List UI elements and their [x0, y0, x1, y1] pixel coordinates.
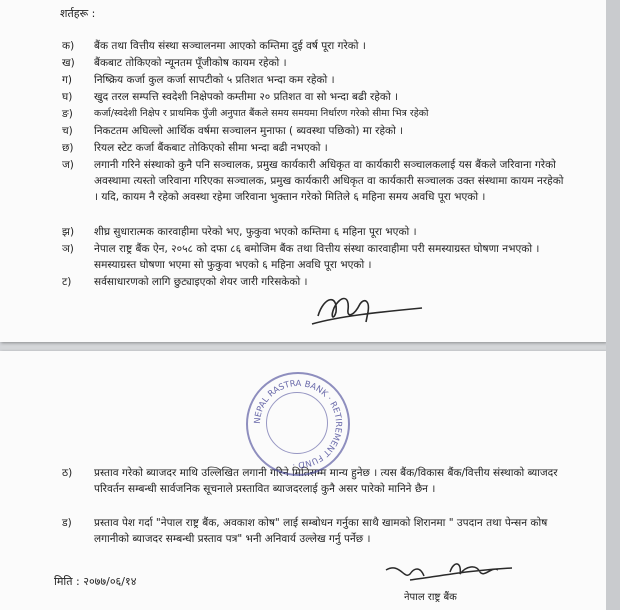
item-marker: ठ) — [62, 467, 73, 479]
handwritten-signature — [310, 286, 430, 330]
item-marker: ञ) — [62, 243, 74, 255]
item-marker: छ) — [62, 142, 74, 154]
item-marker: ङ) — [62, 108, 73, 120]
issuer-name: नेपाल राष्ट्र बैंक — [404, 592, 457, 603]
item-text: शीघ्र सुधारात्मक कारवाहीमा परेको भए, फुकुवा भएको कम्तिमा ६ महिना पूरा भएको । — [94, 226, 417, 238]
item-text: कर्जा/स्वदेशी निक्षेप र प्राथमिक पुँजी अनुपात बैंकले समय समयमा निर्धारण गरेको सीमा भित्र रहेको — [94, 108, 429, 119]
item-text: प्रस्ताव गरेको ब्याजदर माथि उल्लिखित लगानी गरिने मितिसम्म मान्य हुनेछ । त्यस बैंक/विकास बैंक/वित्तीय संस्थाको ब्याजदर परिवर्तन सम्बन्धी सार्वजनिक सूचनाले प्रस्तावित ब्याजदरलाई कुनै असर पारेको मानिने छैन । — [94, 467, 558, 495]
svg-text:NEPAL RASTRA BANK · RETIREMENT: NEPAL RASTRA BANK · RETIREMENT FUND · — [252, 378, 344, 470]
page-edge — [606, 0, 620, 610]
issuer-signature — [380, 558, 520, 592]
conditions-heading: शर्तहरू : — [60, 7, 96, 20]
item-marker: ट) — [62, 276, 72, 288]
stamp-lettering — [248, 374, 348, 474]
item-marker: झ) — [62, 226, 75, 238]
item-text: रियल स्टेट कर्जा बैंकबाट तोकिएको सीमा भन्दा बढी नभएको । — [94, 142, 328, 154]
item-text: बैंक तथा वित्तीय संस्था सञ्चालनमा आएको कम्तिमा दुई वर्ष पूरा गरेको । — [94, 40, 366, 52]
item-marker: ड) — [62, 517, 72, 529]
item-marker: ज) — [62, 159, 74, 171]
item-text: निष्क्रिय कर्जा कुल कर्जा सापटीको ५ प्रतिशत भन्दा कम रहेको । — [94, 74, 335, 86]
item-text: निकटतम अघिल्लो आर्थिक वर्षमा सञ्चालन मुनाफा ( ब्यवस्था पछिको) मा रहेको । — [94, 125, 404, 137]
issue-date: मिति : २०७७/०६/१४ — [54, 575, 137, 588]
item-text: बैंकबाट तोकिएको न्यूनतम पूँजीकोष कायम रहेको । — [94, 57, 287, 69]
item-text: खुद तरल सम्पत्ति स्वदेशी निक्षेपको कम्तीमा २० प्रतिशत वा सो भन्दा बढी रहेको । — [94, 91, 398, 103]
item-marker: घ) — [62, 91, 73, 103]
item-text: प्रस्ताव पेश गर्दा "नेपाल राष्ट्र बैंक, अवकाश कोष" लाई सम्बोधन गर्नुका साथै खामको शिरानमा " उपदान तथा पेन्सन कोष लगानीको ब्याजदर सम्बन्धी प्रस्ताव पत्र" भनी अनिवार्य उल्लेख गर्नु पर्नेछ । — [94, 517, 548, 545]
item-text: लगानी गरिने संस्थाको कुनै पनि सञ्चालक, प्रमुख कार्यकारी अधिकृत वा कार्यकारी सञ्चालकलाई यस बैंकले जरिवाना गरेको अवस्थामा त्यस्तो जरिवाना गरिएका सञ्चालक, प्रमुख कार्यकारी अधिकृत वा कार्यकारी सञ्चालक उक्त संस्थामा कायम नरहेको । यदि, कायम नै रहेको अवस्था रहेमा जरिवाना भुक्तान गरेको मितिले ६ महिना समय अवधि पूरा भएको । — [94, 159, 564, 203]
item-marker: क) — [62, 40, 75, 52]
item-text: नेपाल राष्ट्र बैंक ऐन, २०५८ को दफा ८६ बमोजिम बैंक तथा वित्तीय संस्था कारवाहीमा परी समस्याग्रस्त घोषणा नभएको । समस्याग्रस्त घोषणा भएमा सो फुकुवा भएको ६ महिना अवधि पूरा भएको । — [94, 243, 540, 271]
item-marker: च) — [62, 125, 73, 137]
bank-stamp-seal — [246, 372, 350, 476]
item-marker: ख) — [62, 57, 75, 69]
item-marker: ग) — [62, 74, 73, 86]
item-text: सर्वसाधारणको लागि छुट्याइएको शेयर जारी गरिसकेको । — [94, 276, 308, 288]
